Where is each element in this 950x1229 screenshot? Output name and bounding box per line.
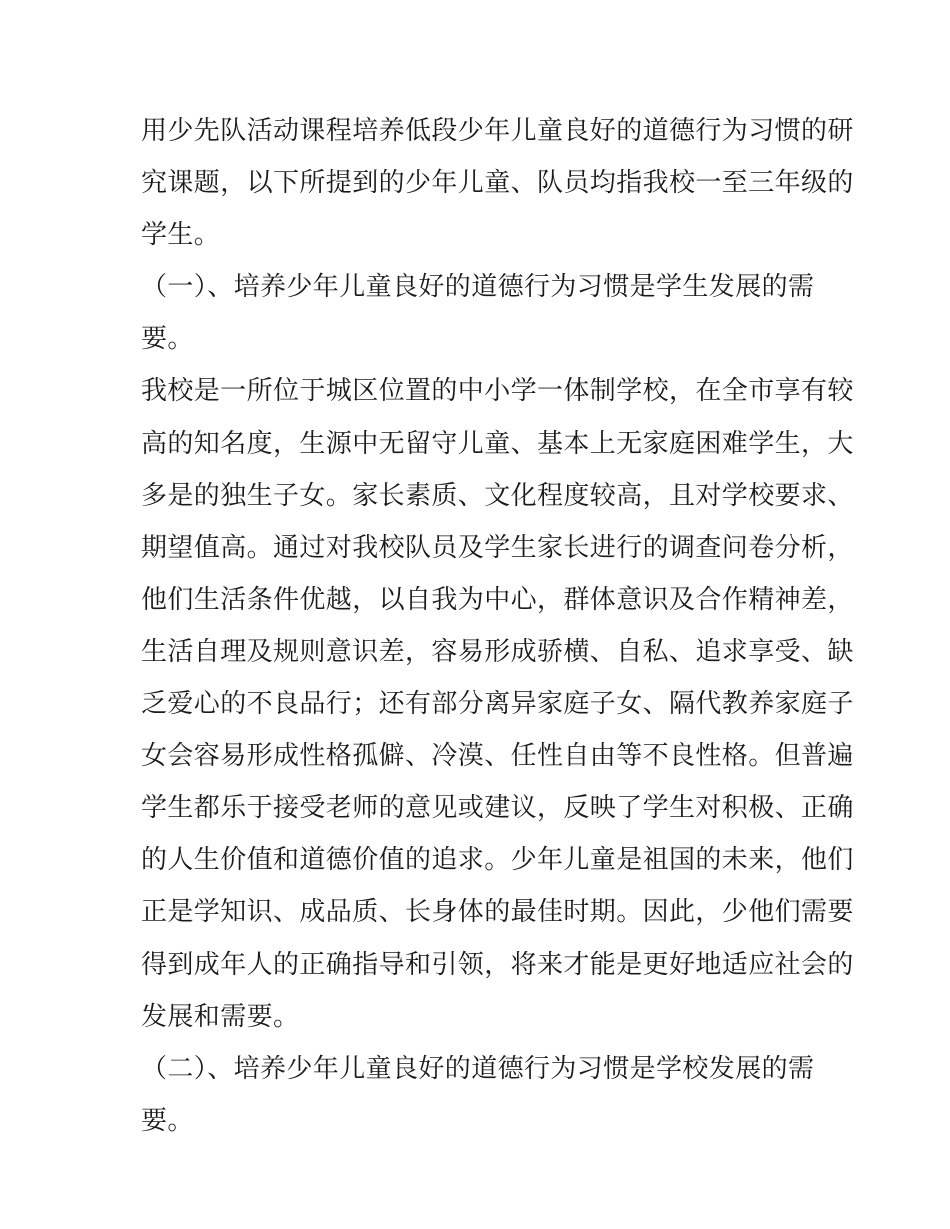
text-line: 乏爱心的不良品行；还有部分离异家庭子女、隔代教养家庭子 [141, 689, 854, 720]
text-line: 的人生价值和道德价值的追求。少年儿童是祖国的未来，他们 [141, 845, 854, 876]
section-heading-1: （一）、培养少年儿童良好的道德行为习惯是学生发展的需 [141, 272, 815, 303]
text-line: 发展和需要。 [141, 1001, 300, 1032]
section-heading-2: （二）、培养少年儿童良好的道德行为习惯是学校发展的需 [141, 1053, 815, 1084]
text-line: 期望值高。通过对我校队员及学生家长进行的调查问卷分析， [141, 532, 854, 563]
section-heading-1-cont: 要。 [141, 324, 194, 355]
text-line: 生活自理及规则意识差，容易形成骄横、自私、追求享受、缺 [141, 636, 854, 667]
text-line: 得到成年人的正确指导和引领，将来才能是更好地适应社会的 [141, 949, 854, 980]
text-line: 用少先队活动课程培养低段少年儿童良好的道德行为习惯的研 [141, 116, 854, 146]
text-line: 高的知名度，生源中无留守儿童、基本上无家庭困难学生，大 [141, 428, 854, 459]
text-line: 多是的独生子女。家长素质、文化程度较高，且对学校要求、 [141, 480, 854, 511]
text-line: 我校是一所位于城区位置的中小学一体制学校，在全市享有较 [141, 376, 854, 407]
text-line: 女会容易形成性格孤僻、冷漠、任性自由等不良性格。但普遍 [141, 741, 854, 772]
text-line: 正是学知识、成品质、长身体的最佳时期。因此，少他们需要 [141, 897, 854, 928]
text-line: 学生都乐于接受老师的意见或建议，反映了学生对积极、正确 [141, 793, 854, 824]
text-line: 究课题，以下所提到的少年儿童、队员均指我校一至三年级的 [141, 168, 854, 199]
text-line: 学生。 [141, 220, 221, 251]
section-heading-2-cont: 要。 [141, 1105, 194, 1136]
text-line: 他们生活条件优越，以自我为中心，群体意识及合作精神差， [141, 584, 854, 615]
document-body [141, 105, 854, 1147]
